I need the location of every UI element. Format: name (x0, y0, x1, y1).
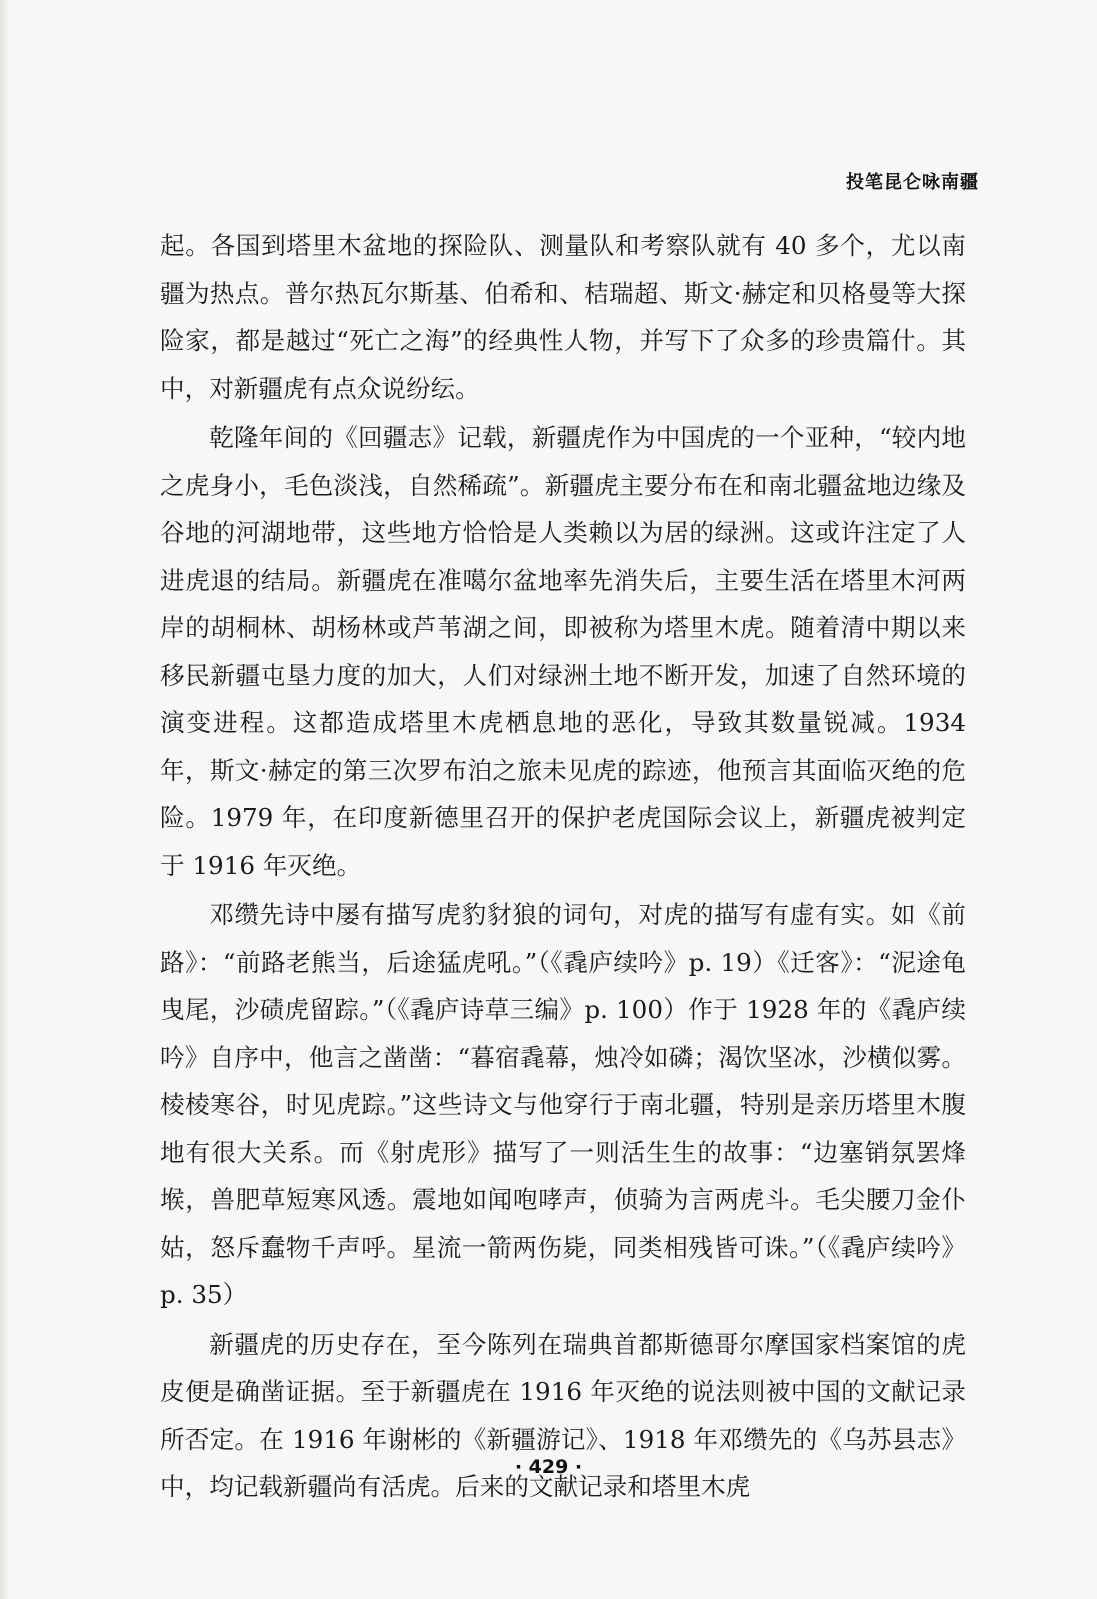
page-edge (0, 0, 10, 1599)
paragraph-3: 邓缵先诗中屡有描写虎豹豺狼的词句，对虎的描写有虚有实。如《前路》：“前路老熊当，后途猛虎吼。”（《毳庐续吟》p. 19）《迁客》：“泥途龟曳尾，沙碛虎留踪。”（《毳庐诗草三编》p. 100）作于 1928 年的《毳庐续吟》自序中，他言之凿凿：“暮宿毳幕，烛冷如磷；渴饮坚冰，沙横似雾。棱棱寒谷，时见虎踪。”这些诗文与他穿行于南北疆，特别是亲历塔里木腹地有很大关系。而《射虎形》描写了一则活生生的故事：“边塞销氛罢烽堠，兽肥草短寒风透。震地如闻咆哮声，侦骑为言两虎斗。毛尖腰刀金仆姑，怒斥蠢物千声呼。星流一箭两伤毙，同类相残皆可诛。”（《毳庐续吟》p. 35） (160, 900, 966, 1309)
paragraph-2: 乾隆年间的《回疆志》记载，新疆虎作为中国虎的一个亚种，“较内地之虎身小，毛色淡浅，自然稀疏”。新疆虎主要分布在和南北疆盆地边缘及谷地的河湖地带，这些地方恰恰是人类赖以为居的绿洲。这或许注定了人进虎退的结局。新疆虎在准噶尔盆地率先消失后，主要生活在塔里木河两岸的胡桐林、胡杨林或芦苇湖之间，即被称为塔里木虎。随着清中期以来移民新疆屯垦力度的加大，人们对绿洲土地不断开发，加速了自然环境的演变进程。这都造成塔里木虎栖息地的恶化，导致其数量锐减。1934 年，斯文·赫定的第三次罗布泊之旅未见虎的踪迹，他预言其面临灭绝的危险。1979 年，在印度新德里召开的保护老虎国际会议上，新疆虎被判定于 1916 年灭绝。 (160, 423, 966, 880)
paragraph-4: 新疆虎的历史存在，至今陈列在瑞典首都斯德哥尔摩国家档案馆的虎皮便是确凿证据。至于新疆虎在 1916 年灭绝的说法则被中国的文献记录所否定。在 1916 年谢彬的《新疆游记》、1918 年邓缵先的《乌苏县志》中，均记载新疆尚有活虎。后来的文献记录和塔里木虎 (160, 1329, 966, 1501)
paragraph-1: 起。各国到塔里木盆地的探险队、测量队和考察队就有 40 多个，尤以南疆为热点。普尔热瓦尔斯基、伯希和、桔瑞超、斯文·赫定和贝格曼等大探险家，都是越过“死亡之海”的经典性人物，并写下了众多的珍贵篇什。其中，对新疆虎有点众说纷纭。 (160, 231, 966, 403)
page-number: · 429 · (514, 1456, 583, 1478)
body-text (160, 222, 966, 1513)
running-head: 投笔昆仑咏南疆 (846, 172, 979, 193)
